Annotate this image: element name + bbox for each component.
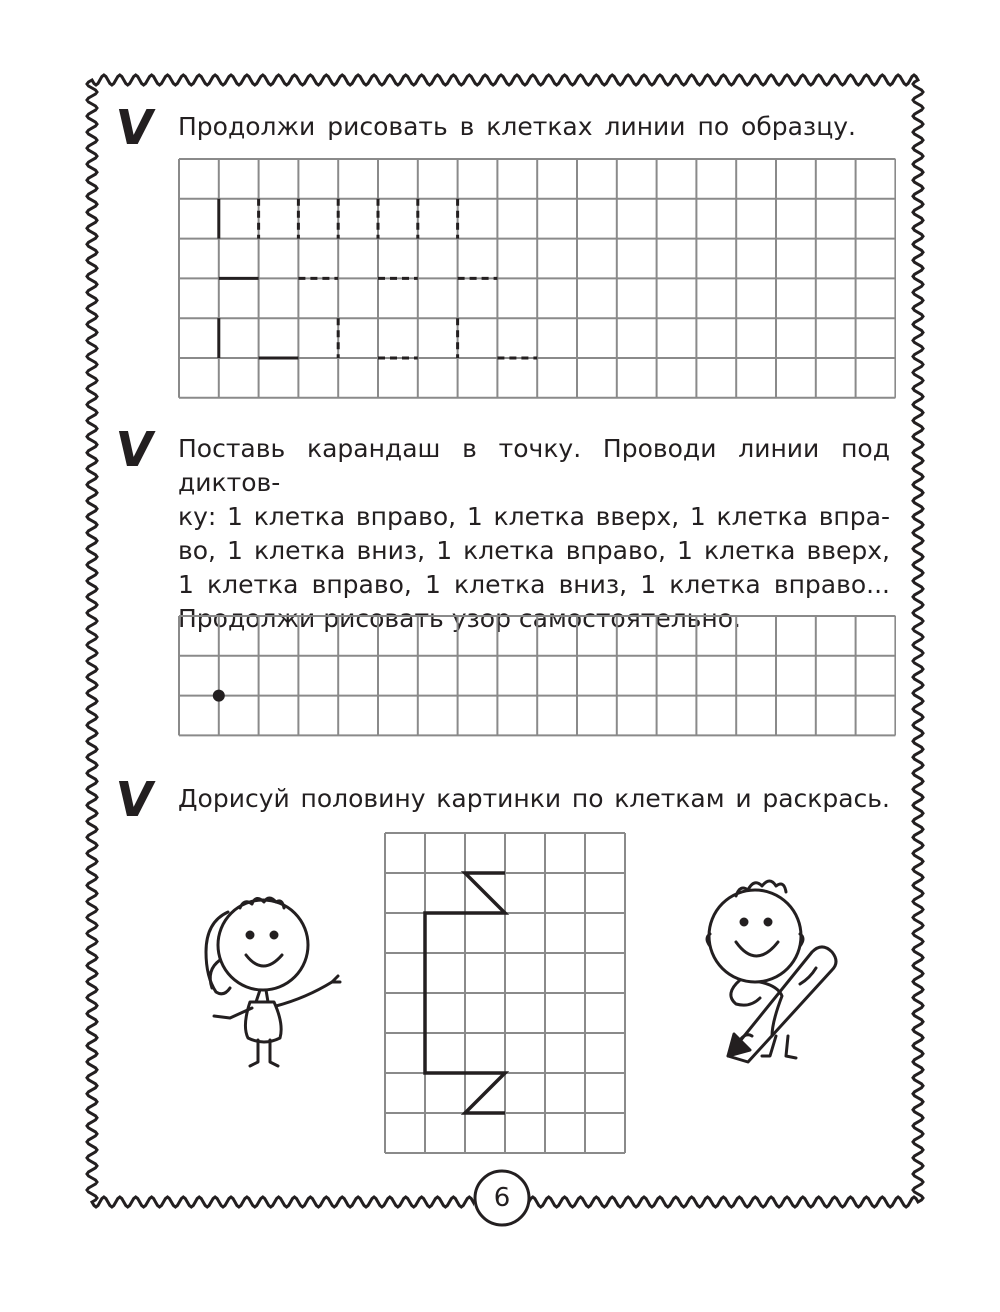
task1-instruction: Продолжи рисовать в клетках линии по образцу. [178,112,856,141]
task2-line: Продолжи рисовать узор самостоятельно. [178,604,742,633]
start-dot [213,690,225,702]
task3-checkmark-icon: V [112,772,158,828]
girl-pointing-illustration [188,890,348,1070]
task2-line: ку: 1 клетка вправо, 1 клетка вверх, 1 клетка впра- [178,502,890,531]
task2-checkmark-icon: V [112,422,158,478]
task2-line: 1 клетка вправо, 1 клетка вниз, 1 клетка вправо... [178,570,890,599]
task2-grid[interactable] [178,615,896,737]
page-number: 6 [493,1183,511,1213]
task2-line: Поставь карандаш в точку. Проводи линии под диктов- [178,434,890,497]
task3-grid[interactable] [384,832,626,1154]
task2-instruction [178,432,890,636]
boy-with-pencil-illustration [700,876,870,1066]
task1-checkmark-icon: V [112,100,158,156]
task3-instruction: Дорисуй половину картинки по клеткам и раскрась. [178,784,890,813]
task2-line: во, 1 клетка вниз, 1 клетка вправо, 1 клетка вверх, [178,536,890,565]
task1-grid[interactable] [178,158,896,400]
